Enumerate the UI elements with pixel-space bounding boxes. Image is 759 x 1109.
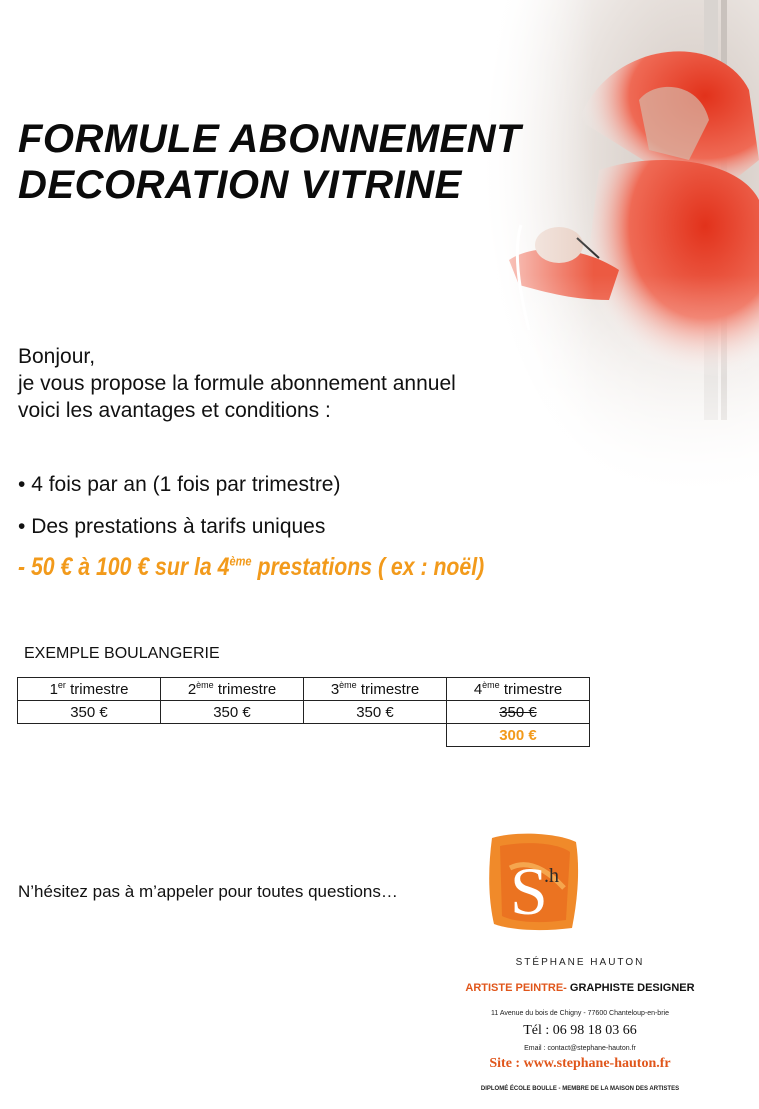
table-header-cell: 1er trimestre bbox=[18, 678, 161, 701]
price-cell: 350 € bbox=[304, 701, 447, 724]
benefits-list bbox=[18, 470, 340, 554]
email-address[interactable]: Email : contact@stephane-hauton.fr bbox=[524, 1045, 636, 1052]
brand-logo bbox=[480, 828, 590, 938]
title-line-1: FORMULE ABONNEMENT bbox=[18, 117, 522, 161]
price-table bbox=[17, 677, 590, 747]
struck-price-cell: 350 € bbox=[447, 701, 590, 724]
credentials: DIPLOMÉ ÉCOLE BOULLE - MEMBRE DE LA MAISON DES ARTISTES bbox=[480, 1086, 680, 1092]
table-row bbox=[18, 724, 590, 747]
intro-text bbox=[18, 343, 456, 424]
table-header-row bbox=[18, 678, 590, 701]
artist-roles: ARTISTE PEINTRE- GRAPHISTE DESIGNER bbox=[465, 982, 695, 994]
contact-block bbox=[420, 955, 740, 1092]
discount-offer: - 50 € à 100 € sur la 4ème prestations ( ex : noël) bbox=[18, 553, 485, 581]
intro-line-3: voici les avantages et conditions : bbox=[18, 399, 331, 422]
artist-name: STÉPHANE HAUTON bbox=[515, 957, 645, 968]
painter-photo bbox=[459, 0, 759, 500]
phone-number[interactable]: Tél : 06 98 18 03 66 bbox=[523, 1023, 637, 1038]
bullet-icon: • bbox=[18, 515, 26, 538]
intro-line-1: Bonjour, bbox=[18, 345, 96, 368]
table-header-cell: 3ème trimestre bbox=[304, 678, 447, 701]
list-item-text: Des prestations à tarifs uniques bbox=[31, 515, 326, 538]
website-link[interactable]: Site : www.stephane-hauton.fr bbox=[489, 1056, 671, 1071]
contact-invitation: N’hésitez pas à m’appeler pour toutes questions… bbox=[18, 882, 398, 901]
list-item-text: 4 fois par an (1 fois par trimestre) bbox=[31, 473, 341, 496]
table-row bbox=[18, 701, 590, 724]
table-header-cell: 2ème trimestre bbox=[161, 678, 304, 701]
price-cell: 350 € bbox=[18, 701, 161, 724]
list-item bbox=[18, 470, 340, 512]
intro-line-2: je vous propose la formule abonnement annuel bbox=[18, 372, 456, 395]
address: 11 Avenue du bois de Chigny - 77600 Chanteloup-en-brie bbox=[491, 1010, 669, 1017]
svg-text:.h: .h bbox=[544, 865, 559, 887]
table-header-cell: 4ème trimestre bbox=[447, 678, 590, 701]
title-line-2: DECORATION VITRINE bbox=[18, 163, 462, 207]
price-cell: 350 € bbox=[161, 701, 304, 724]
bullet-icon: • bbox=[18, 473, 26, 496]
discounted-price-cell: 300 € bbox=[447, 724, 590, 747]
page-title bbox=[18, 116, 521, 208]
svg-text:S: S bbox=[510, 853, 548, 929]
example-label: EXEMPLE BOULANGERIE bbox=[24, 645, 220, 662]
list-item bbox=[18, 512, 340, 554]
